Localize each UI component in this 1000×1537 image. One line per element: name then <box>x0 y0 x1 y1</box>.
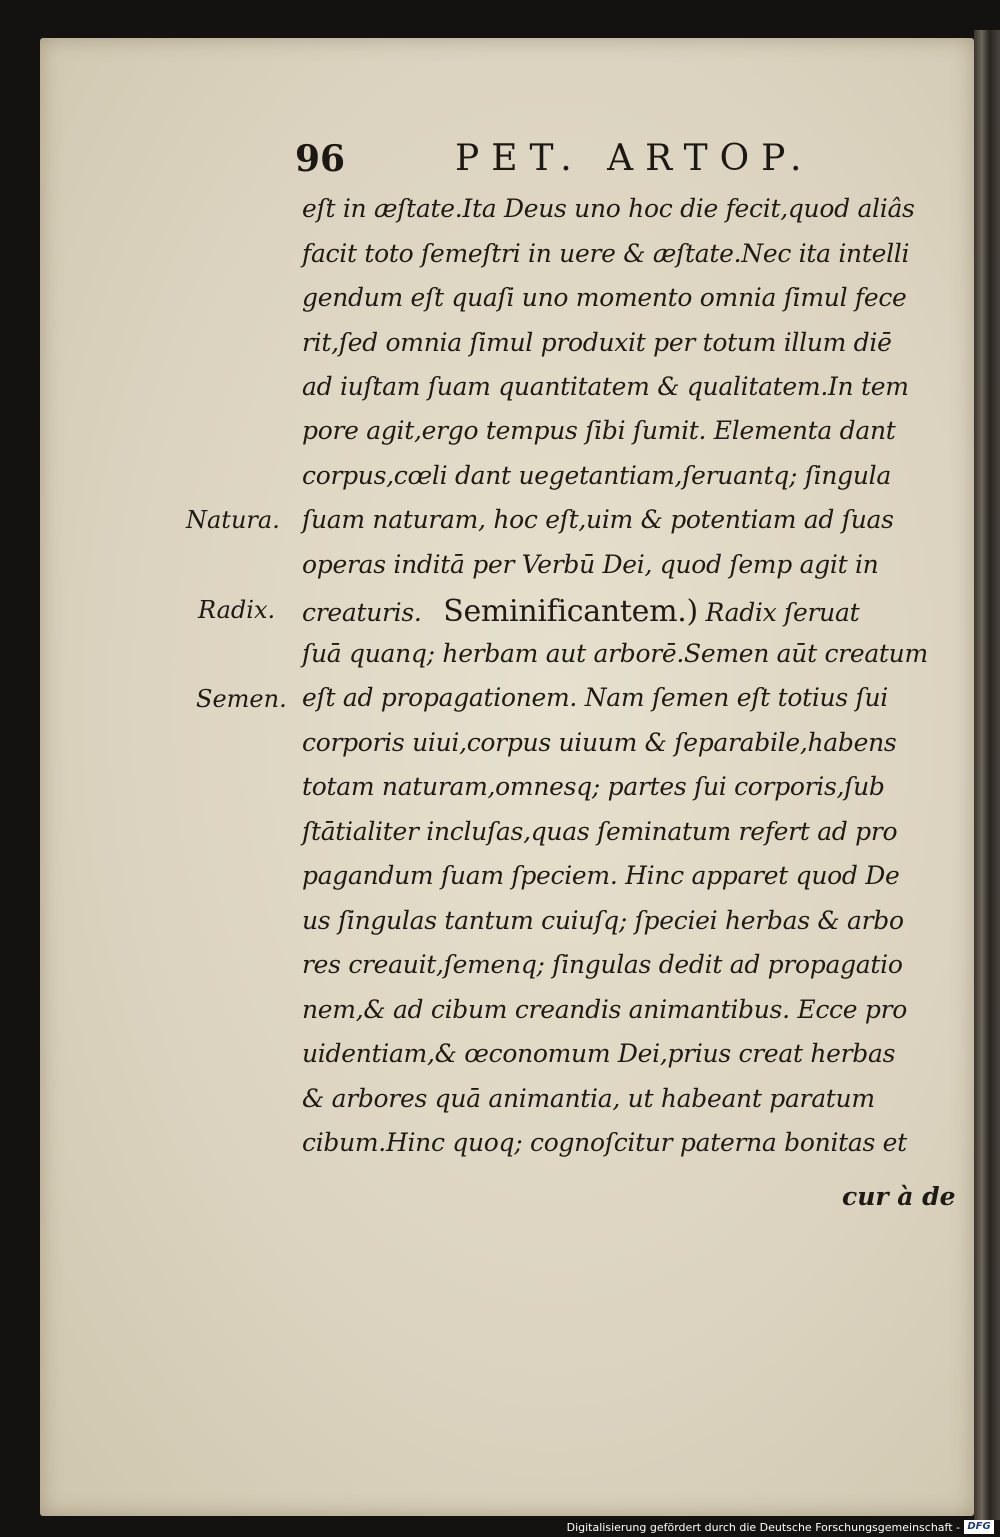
text-line: cibum.Hinc quoq; cognoſcitur paterna bonitas et <box>302 1128 907 1157</box>
text-line: eſt in æſtate.Ita Deus uno hoc die fecit,quod aliâs <box>302 194 915 223</box>
text-line: nem,& ad cibum creandis animantibus. Ecce pro <box>302 995 907 1024</box>
text-line: us ſingulas tantum cuiuſq; ſpeciei herbas & arbo <box>302 906 904 935</box>
text-line: ad iuſtam ſuam quantitatem & qualitatem.In tem <box>302 372 909 401</box>
page-header <box>295 138 815 178</box>
text-line: eſt ad propagationem. Nam ſemen eſt totius ſui <box>302 683 888 712</box>
page-number: 96 <box>295 138 346 180</box>
text-line: res creauit,ſemenq; ſingulas dedit ad propagatio <box>302 950 903 979</box>
book-spine <box>974 30 1000 1520</box>
marginal-note: Radix. <box>198 596 276 624</box>
dfg-logo: DFG <box>964 1520 994 1534</box>
text-line <box>302 594 859 629</box>
running-title: PET. ARTOP. <box>455 138 814 179</box>
text-line: operas inditā per Verbū Dei, quod ſemp agit in <box>302 550 879 579</box>
text-line: ſuam naturam, hoc eſt,uim & potentiam ad ſuas <box>302 505 894 534</box>
text-line: pore agit,ergo tempus ſibi ſumit. Elementa dant <box>302 416 896 445</box>
text-line: pagandum ſuam ſpeciem. Hinc apparet quod De <box>302 861 900 890</box>
text-line: & arbores quā animantia, ut habeant paratum <box>302 1084 875 1113</box>
lemma: Seminificantem.) <box>443 594 698 629</box>
text-line: uidentiam,& œconomum Dei,prius creat herbas <box>302 1039 896 1068</box>
text-line: totam naturam,omnesq; partes ſui corporis,ſub <box>302 772 885 801</box>
marginal-note: Natura. <box>186 506 280 534</box>
text-line: corpus,cœli dant uegetantiam,ſeruantq; ſingula <box>302 461 891 490</box>
text-line: corporis uiui,corpus uiuum & ſeparabile,habens <box>302 728 897 757</box>
digitization-credit: Digitalisierung gefördert durch die Deutsche Forschungsgemeinschaft - <box>566 1521 960 1534</box>
text-line: facit toto ſemeſtri in uere & æſtate.Nec ita intelli <box>302 239 910 268</box>
text-line: rit,ſed omnia ſimul produxit per totum illum diē <box>302 328 892 357</box>
text-fragment: creaturis. <box>302 598 422 627</box>
text-line: ſuā quanq; herbam aut arborē.Semen aūt creatum <box>302 639 928 668</box>
text-fragment: Radix ſeruat <box>705 598 860 627</box>
text-line: ſtātialiter incluſas,quas ſeminatum refert ad pro <box>302 817 898 846</box>
catchword: cur à de <box>842 1182 956 1211</box>
marginal-note: Semen. <box>196 685 287 713</box>
text-line: gendum eſt quaſi uno momento omnia ſimul fece <box>302 283 907 312</box>
